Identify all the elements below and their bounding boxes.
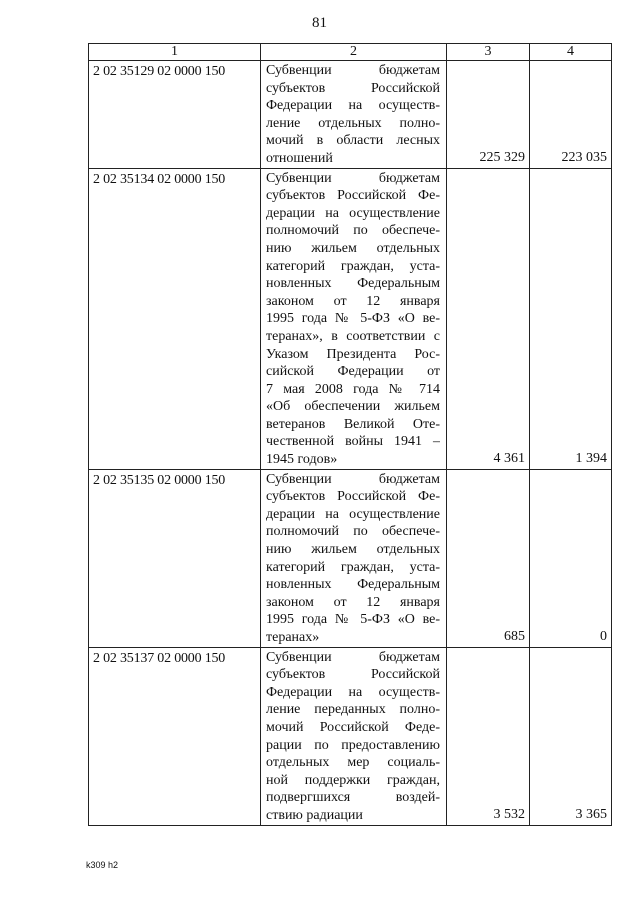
table-row (89, 647, 612, 825)
description-line: ление переданных полно- (266, 702, 440, 718)
amount-col-3: 3 532 (447, 647, 530, 825)
description-line: полномочий по обеспече- (266, 524, 440, 540)
description-line: 1995 года № 5-ФЗ «О ве- (266, 311, 440, 327)
table-row (89, 168, 612, 469)
description-line: 7 мая 2008 года № 714 (266, 381, 440, 397)
description-line: субъектов Российской (266, 80, 440, 96)
description-line: новленных Федеральным (266, 276, 440, 292)
description-line: ствию радиации (266, 807, 363, 823)
description-line: Субвенции бюджетам (266, 649, 440, 665)
budget-table (88, 43, 612, 826)
table-row (89, 61, 612, 169)
amount-col-4: 223 035 (530, 61, 612, 169)
description-line: мочий Российской Феде- (266, 719, 440, 735)
description-line: нию жильем отдельных (266, 542, 440, 558)
header-col-4: 4 (530, 44, 612, 61)
description-cell (261, 61, 447, 169)
description-line: теранах», в соответствии с (266, 328, 440, 344)
description-line: новленных Федеральным (266, 577, 440, 593)
description-line: категорий граждан, уста- (266, 258, 440, 274)
description-line: Субвенции бюджетам (266, 63, 440, 78)
description-line: законом от 12 января (266, 293, 440, 309)
description-line: сийской Федерации от (266, 364, 440, 380)
description-line: отдельных мер социаль- (266, 755, 440, 771)
description-line: Федерации на осуществ- (266, 684, 440, 700)
description-cell (261, 469, 447, 647)
description-line: субъектов Российской Фе- (266, 188, 440, 204)
header-col-1: 1 (89, 44, 261, 61)
description-cell (261, 647, 447, 825)
description-line: чественной войны 1941 – (266, 434, 440, 450)
description-line: рации по предоставлению (266, 737, 440, 753)
description-line: 1995 года № 5-ФЗ «О ве- (266, 612, 440, 628)
amount-col-4: 1 394 (530, 168, 612, 469)
description-line: ной поддержки граждан, (266, 772, 440, 788)
description-line: субъектов Российской Фе- (266, 489, 440, 505)
description-line: «Об обеспечении жильем (266, 399, 440, 415)
description-line: категорий граждан, уста- (266, 559, 440, 575)
header-col-2: 2 (261, 44, 447, 61)
description-line: полномочий по обеспече- (266, 223, 440, 239)
description-cell (261, 168, 447, 469)
table-row (89, 469, 612, 647)
description-line: дерации на осуществление (266, 506, 440, 522)
amount-col-4: 0 (530, 469, 612, 647)
amount-col-3: 685 (447, 469, 530, 647)
description-line: Субвенции бюджетам (266, 170, 440, 186)
footer-code: k309 h2 (86, 860, 119, 870)
description-line: субъектов Российской (266, 667, 440, 683)
description-line: ветеранов Великой Оте- (266, 416, 440, 432)
description-line: отношений (266, 150, 333, 166)
header-col-3: 3 (447, 44, 530, 61)
budget-code-cell: 2 02 35134 02 0000 150 (89, 168, 261, 469)
budget-code-cell: 2 02 35135 02 0000 150 (89, 469, 261, 647)
description-line: законом от 12 января (266, 594, 440, 610)
description-line: подвергшихся воздей- (266, 790, 440, 806)
description-line: мочий в области лесных (266, 133, 440, 149)
description-line: 1945 годов» (266, 452, 338, 468)
description-line: теранах» (266, 630, 320, 645)
page-number: 81 (312, 15, 327, 31)
description-line: ление отдельных полно- (266, 115, 440, 131)
description-line: дерации на осуществление (266, 205, 440, 221)
description-line: Субвенции бюджетам (266, 471, 440, 487)
budget-code-cell: 2 02 35137 02 0000 150 (89, 647, 261, 825)
description-line: Указом Президента Рос- (266, 346, 440, 362)
budget-code-cell: 2 02 35129 02 0000 150 (89, 61, 261, 169)
amount-col-4: 3 365 (530, 647, 612, 825)
description-line: Федерации на осуществ- (266, 98, 440, 114)
amount-col-3: 4 361 (447, 168, 530, 469)
header-row (89, 44, 612, 61)
description-line: нию жильем отдельных (266, 240, 440, 256)
amount-col-3: 225 329 (447, 61, 530, 169)
